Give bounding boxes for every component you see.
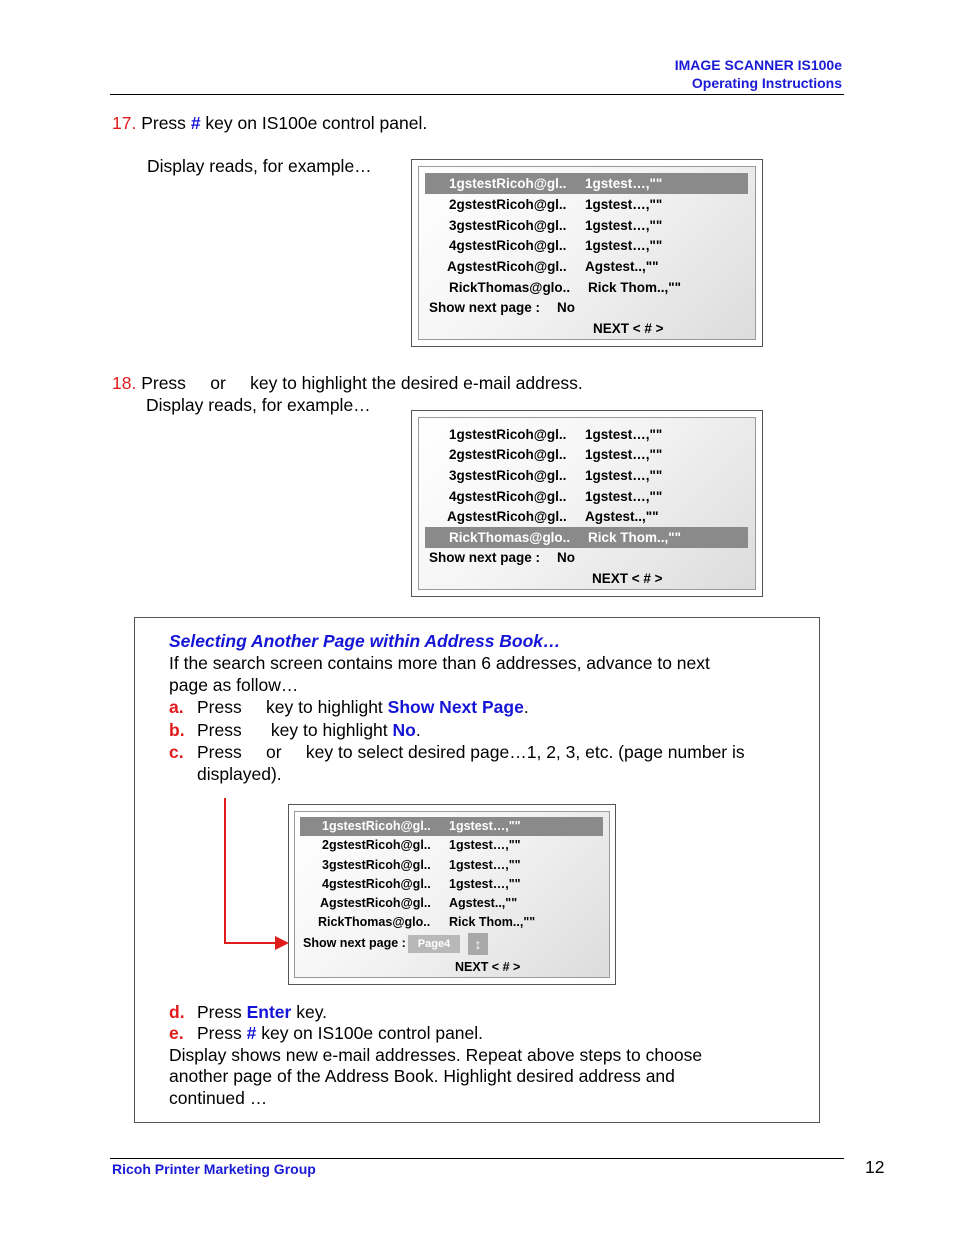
lcd3-next-label: NEXT < # > xyxy=(455,960,521,974)
lcd2-row-5-address: AgstestRicoh@gl.. xyxy=(447,509,567,524)
lcd2-row-6-address: RickThomas@glo.. xyxy=(449,530,571,545)
lcd3-row-5-name: Agstest..,"" xyxy=(449,896,518,910)
lcd2-row-1-name: 1gstest…,"" xyxy=(585,427,663,442)
tip-step-c-line-2: displayed). xyxy=(197,764,282,784)
tip-step-a-pre: Press key to highlight xyxy=(197,697,388,717)
tip-step-e-label: e. xyxy=(169,1023,184,1043)
tip-intro-1: If the search screen contains more than 6 addresses, advance to next xyxy=(169,653,710,673)
lcd3-row-5 xyxy=(300,894,603,913)
tip-step-b-text xyxy=(197,720,421,741)
lcd1-row-6 xyxy=(425,277,748,298)
pointer-arrow-icon xyxy=(215,796,295,956)
step-18-number: 18. xyxy=(112,373,137,393)
tip-step-b-label: b. xyxy=(169,720,185,740)
tip-step-d-pre: Press xyxy=(197,1002,247,1022)
lcd3-row-3-address: 3gstestRicoh@gl.. xyxy=(322,858,431,872)
lcd3-row-2-name: 1gstest…,"" xyxy=(449,838,521,852)
tip-step-a-label: a. xyxy=(169,697,184,717)
tip-step-d-highlight: Enter xyxy=(246,1002,292,1022)
tip-step-b-post: . xyxy=(415,720,421,740)
lcd1-row-3-name: 1gstest…,"" xyxy=(585,218,663,233)
doc-subtitle: Operating Instructions xyxy=(691,75,842,91)
tip-outro-2: another page of the Address Book. Highlight desired address and xyxy=(169,1066,675,1086)
tip-step-d xyxy=(169,1002,328,1023)
tip-step-e-pre: Press xyxy=(197,1023,247,1043)
lcd1-row-4 xyxy=(425,235,748,256)
tip-step-b-pre: Press key to highlight xyxy=(197,720,393,740)
tip-step-a xyxy=(169,697,529,718)
lcd1-row-1-address: 1gstestRicoh@gl.. xyxy=(449,176,567,191)
step-17-pre: Press xyxy=(141,113,191,133)
lcd1-row-6-address: RickThomas@glo.. xyxy=(449,280,571,295)
lcd3-row-1 xyxy=(300,817,603,836)
tip-intro-2: page as follow… xyxy=(169,675,299,695)
tip-step-e-highlight: # xyxy=(246,1023,257,1043)
lcd3-row-6 xyxy=(300,913,603,932)
step-18-display-note: Display reads, for example… xyxy=(146,395,371,415)
lcd3-row-1-name: 1gstest…,"" xyxy=(449,819,521,833)
lcd1-row-5-name: Agstest..,"" xyxy=(585,259,659,274)
lcd3-row-3 xyxy=(300,856,603,875)
lcd2-show-label: Show next page : xyxy=(429,550,541,565)
lcd2-row-4-name: 1gstest…,"" xyxy=(585,489,663,504)
footer-rule xyxy=(110,1158,844,1159)
page-number-field[interactable]: Page4 xyxy=(408,935,460,953)
lcd3-row-5-address: AgstestRicoh@gl.. xyxy=(320,896,431,910)
lcd2-row-5-name: Agstest..,"" xyxy=(585,509,659,524)
lcd-display-3 xyxy=(288,804,616,985)
tip-title: Selecting Another Page within Address Book… xyxy=(169,631,561,651)
tip-outro-3: continued … xyxy=(169,1088,268,1108)
lcd-screen-1 xyxy=(418,166,756,340)
tip-outro-1: Display shows new e-mail addresses. Repeat above steps to choose xyxy=(169,1045,703,1065)
tip-step-b-highlight: No xyxy=(392,720,416,740)
lcd1-show-label: Show next page : xyxy=(429,300,541,315)
lcd2-row-2 xyxy=(425,444,748,465)
lcd1-row-5 xyxy=(425,256,748,277)
tip-step-c xyxy=(169,742,745,763)
lcd2-row-6-name: Rick Thom..,"" xyxy=(588,530,682,545)
lcd1-row-4-name: 1gstest…,"" xyxy=(585,238,663,253)
tip-step-d-post: key. xyxy=(291,1002,328,1022)
lcd3-row-2-address: 2gstestRicoh@gl.. xyxy=(322,838,431,852)
lcd1-row-5-address: AgstestRicoh@gl.. xyxy=(447,259,567,274)
lcd1-row-2 xyxy=(425,194,748,215)
lcd2-row-5 xyxy=(425,506,748,527)
lcd3-row-4-name: 1gstest…,"" xyxy=(449,877,521,891)
lcd2-row-1 xyxy=(425,424,748,445)
tip-step-d-text xyxy=(197,1002,327,1023)
header-rule xyxy=(110,94,844,95)
footer-org: Ricoh Printer Marketing Group xyxy=(112,1161,316,1177)
lcd3-row-4-address: 4gstestRicoh@gl.. xyxy=(322,877,431,891)
lcd1-row-1-name: 1gstest…,"" xyxy=(585,176,663,191)
lcd3-row-3-name: 1gstest…,"" xyxy=(449,858,521,872)
lcd1-row-2-name: 1gstest…,"" xyxy=(585,197,663,212)
lcd-display-1 xyxy=(411,159,763,347)
lcd2-row-3 xyxy=(425,465,748,486)
step-18-text: Press or key to highlight the desired e-mail address. xyxy=(141,373,583,393)
tip-step-c-line-1: Press or key to select desired page…1, 2, 3, etc. (page number is xyxy=(197,742,745,762)
doc-title: IMAGE SCANNER IS100e xyxy=(674,57,842,73)
lcd2-row-1-address: 1gstestRicoh@gl.. xyxy=(449,427,567,442)
lcd2-show-value: No xyxy=(557,550,575,565)
lcd1-row-3-address: 3gstestRicoh@gl.. xyxy=(449,218,567,233)
lcd2-row-2-name: 1gstest…,"" xyxy=(585,447,663,462)
lcd2-row-3-name: 1gstest…,"" xyxy=(585,468,663,483)
step-18 xyxy=(112,373,583,394)
lcd1-row-4-address: 4gstestRicoh@gl.. xyxy=(449,238,567,253)
lcd1-row-6-name: Rick Thom..,"" xyxy=(588,280,682,295)
step-17-number: 17. xyxy=(112,113,137,133)
hash-key: # xyxy=(190,113,201,133)
lcd-display-2 xyxy=(411,410,763,597)
step-17-display-note: Display reads, for example… xyxy=(147,156,372,176)
tip-step-a-highlight: Show Next Page xyxy=(387,697,524,717)
step-17-post: key on IS100e control panel. xyxy=(200,113,428,133)
lcd3-row-4 xyxy=(300,875,603,894)
tip-step-a-post: . xyxy=(523,697,529,717)
lcd3-row-1-address: 1gstestRicoh@gl.. xyxy=(322,819,431,833)
lcd-screen-2 xyxy=(418,417,756,590)
tip-step-b xyxy=(169,720,421,741)
lcd2-row-4 xyxy=(425,486,748,507)
page-number: 12 xyxy=(865,1157,885,1177)
address-book-tip-box xyxy=(134,617,820,1123)
up-down-arrow-icon[interactable]: ↕ xyxy=(468,933,488,955)
lcd-screen-3 xyxy=(294,811,610,978)
tip-step-e xyxy=(169,1023,484,1044)
lcd2-row-6 xyxy=(425,527,748,548)
tip-step-d-label: d. xyxy=(169,1002,185,1022)
lcd3-row-6-address: RickThomas@glo.. xyxy=(318,915,431,929)
lcd2-row-2-address: 2gstestRicoh@gl.. xyxy=(449,447,567,462)
lcd3-row-6-name: Rick Thom..,"" xyxy=(449,915,536,929)
lcd2-row-3-address: 3gstestRicoh@gl.. xyxy=(449,468,567,483)
lcd3-show-label: Show next page : xyxy=(303,936,406,950)
lcd1-row-1 xyxy=(425,173,748,194)
lcd1-show-value: No xyxy=(557,300,575,315)
tip-step-c-label: c. xyxy=(169,742,184,762)
tip-step-a-text xyxy=(197,697,529,718)
lcd1-row-2-address: 2gstestRicoh@gl.. xyxy=(449,197,567,212)
lcd2-next-label: NEXT < # > xyxy=(592,571,663,586)
lcd1-row-3 xyxy=(425,215,748,236)
lcd1-next-label: NEXT < # > xyxy=(593,321,664,336)
tip-step-e-text xyxy=(197,1023,483,1044)
step-17 xyxy=(112,113,427,134)
lcd2-row-4-address: 4gstestRicoh@gl.. xyxy=(449,489,567,504)
lcd3-row-2 xyxy=(300,836,603,855)
tip-step-e-post: key on IS100e control panel. xyxy=(256,1023,484,1043)
